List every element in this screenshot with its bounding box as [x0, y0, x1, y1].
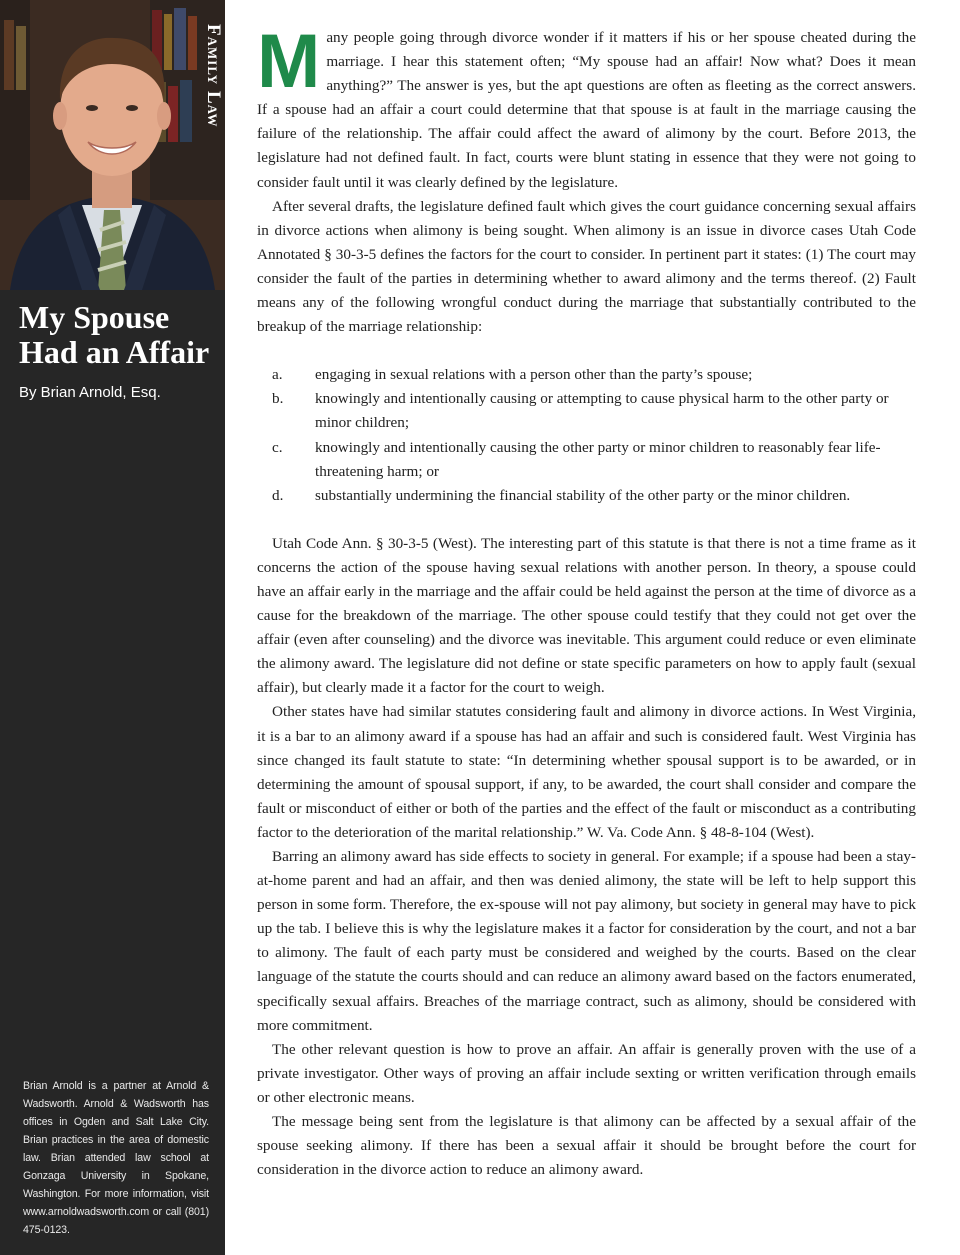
paragraph-7: The message being sent from the legislature is that alimony can be affected by a sexual affair of the spouse seeking alimony. If there has been a sexual affair it should be brought before the court for consideration in the divorce action to reduce an alimony award.	[257, 1113, 916, 1179]
list-marker: b.	[272, 390, 284, 408]
paragraph-1-text: any people going through divorce wonder if it matters if his or her spouse cheated during the marriage. I hear this statement often; “My spouse had an affair! Now what? Does it mean anything?” The answer is yes, but the apt questions are often as fleeting as the correct answers. If a spouse had an affair a court could determine that that spouse is at fault in the marriage causing the failure of the relationship. The affair could affect the award of alimony by the court. Before 2013, the legislature had not defined fault. In fact, courts were blunt stating in essence that they were not going to consider fault until it was clearly defined by the legislature.	[257, 29, 916, 191]
list-item-text: engaging in sexual relations with a person other than the party’s spouse;	[315, 366, 753, 384]
article-body	[257, 19, 916, 1182]
section-label: Family Law	[203, 24, 224, 128]
fault-list	[257, 363, 916, 508]
list-item	[257, 436, 916, 484]
list-item-text: substantially undermining the financial stability of the other party or the minor children.	[315, 486, 851, 504]
author-photo	[0, 0, 225, 290]
list-marker: a.	[272, 366, 283, 384]
paragraph-1	[257, 19, 916, 195]
drop-cap: M	[257, 19, 321, 104]
paragraph-2: After several drafts, the legislature defined fault which gives the court guidance concerning sexual affairs in divorce actions when alimony is being sought. When alimony is an issue in divorce cases Utah Code Annotated § 30-3-5 defines the factors for the court to consider. In pertinent part it states: (1) The court may consider the fault of the parties in determining whether to award alimony and the terms thereof. (2) Fault means any of the following wrongful conduct during the marriage that substantially contributed to the breakup of the marriage relationship:	[257, 197, 916, 336]
list-marker: d.	[272, 486, 284, 504]
paragraph-3: Utah Code Ann. § 30-3-5 (West). The interesting part of this statute is that there is not a time frame as it concerns the action of the spouse having sexual relations with another person. In theory, a spouse could have an affair early in the marriage and the affair could be held against the person at the time of divorce as a cause for the breakdown of the marriage. The other spouse could testify that they could not get over the affair (even after counseling) and the divorce was inevitable. This argument could reduce or even eliminate the alimony award. The legislature did not define or state specific parameters on how to apply fault (sexual affair), but clearly made it a factor for the court to weigh.	[257, 534, 916, 697]
paragraph-5: Barring an alimony award has side effects to society in general. For example; if a spouse had been a stay-at-home parent and had an affair, and then was denied alimony, the state will be left to help support this person in some form. Therefore, the ex-spouse will not pay alimony, but society in general may have to pick up the tab. I believe this is why the legislature makes it a factor for consideration by the court, and not a bar to alimony. The fault of each party must be considered and weighed by the courts. Based on the clear language of the statute the courts should and can reduce an alimony award based on the factors enumerated, specifically sexual affairs. Breaches of the marriage contract, such as alimony, should be considered with more commitment.	[257, 848, 916, 1034]
sidebar	[0, 0, 225, 1255]
article-title	[19, 300, 219, 370]
list-marker: c.	[272, 438, 283, 456]
paragraph-4: Other states have had similar statutes considering fault and alimony in divorce actions. In West Virginia, it is a bar to an alimony award if a spouse has had an affair and such is considered fault. West Virginia has since changed its fault statute to state: “In determining whether spousal support is to be awarded, or in determining the amount of spousal support, if any, to be awarded, the court shall consider and compare the fault or misconduct of either or both of the parties and the effect of the fault or misconduct as a contributing factor to the deterioration of the marital relationship.” W. Va. Code Ann. § 48-8-104 (West).	[257, 703, 916, 841]
author-bio: Brian Arnold is a partner at Arnold & Wadsworth. Arnold & Wadsworth has offices in Ogden and Salt Lake City. Brian practices in the area of domestic law. Brian attended law school at Gonzaga University in Spokane, Washington. For more information, visit www.arnoldwadsworth.com or call (801) 475-0123.	[23, 1080, 209, 1236]
list-item-text: knowingly and intentionally causing or attempting to cause physical harm to the other party or minor children;	[315, 390, 889, 432]
author-portrait-illustration	[0, 0, 225, 290]
paragraph-6: The other relevant question is how to prove an affair. An affair is generally proven with the use of a private investigator. Other ways of proving an affair include sexting or written verification through emails or other electronic means.	[257, 1040, 916, 1106]
list-item	[257, 387, 916, 435]
list-item	[257, 363, 916, 387]
list-item-text: knowingly and intentionally causing the other party or minor children to reasonably fear life-threatening harm; or	[315, 438, 881, 480]
title-line-1: My Spouse	[19, 299, 170, 335]
byline: By Brian Arnold, Esq.	[19, 384, 161, 401]
title-line-2: Had an Affair	[19, 334, 210, 370]
list-item	[257, 484, 916, 508]
